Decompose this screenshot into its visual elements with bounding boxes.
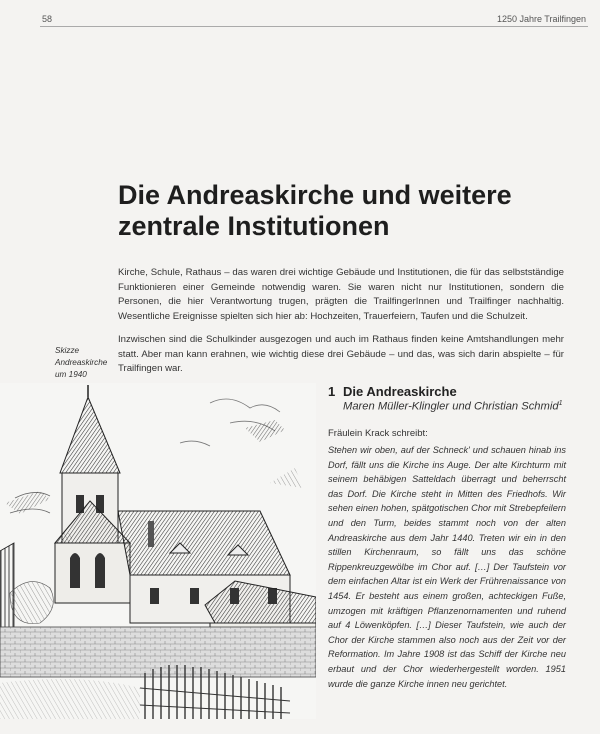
article-title: Die Andreaskirche und weitere zentrale Institutionen (118, 180, 512, 241)
section-authors (343, 400, 562, 413)
quote-intro: Fräulein Krack schreibt: (328, 428, 428, 439)
church-sketch-illustration (0, 383, 316, 719)
running-title: 1250 Jahre Trailfingen (496, 14, 586, 24)
figure-caption: Skizze Andreaskirche um 1940 (55, 346, 108, 379)
authors-text: Maren Müller-Klingler und Christian Schmid (343, 400, 559, 413)
header-rule (40, 26, 588, 27)
intro-paragraph-1: Kirche, Schule, Rathaus – das waren drei wichtige Gebäude und Institutionen, die für das selbstständige Funktionieren einer Gemeinde notwendig waren. Sie waren nicht nur Institutionen, sondern die Personen, die hier Verantwortung trugen, prägten die TrailfingerInnen und Trailfinger nachhaltig. Wesentliche Ereignisse spielten sich hier ab: Hochzeiten, Trauerfeiern, Taufen und die Schulzeit. (118, 267, 564, 322)
quote-text: Stehen wir oben, auf der Schneck' und schauen hinab ins Dorf, fällt uns die Kirche ins Auge. Der alte Kirchturm mit seinem behäbigen Satteldach überragt und beherrscht das Dorf. Die Kirche steht in Mitten des Friedhofs. Wir sehen einen hohen, spätgotischen Chor mit Strebepfeilern und den Turm, beides stammt noch von der alten Andreaskirche aus dem Jahr 1440. Treten wir ein in den stillen Kirchenraum, so fällt uns das schöne Rippenkreuzgewölbe im Chor auf. […] Der Taufstein vor dem einfachen Altar ist ein Werk der Frührenaissance von 1454. Er besteht aus einem großen, achteckigen Fuße, umzogen mit kräftigen Pflanzenornamenten und ruhend auf 4 Löwenköpfen. […] Dieser Taufstein, wie auch der Chor der Kirche stammen also noch aus der Zeit vor der Reformation. Im Jahre 1908 ist das Schiff der Kirche neu erbaut und der Chor wiederhergestellt worden. 1951 wurde die ganze Kirche innen neu gerichtet. (328, 445, 566, 689)
page-number: 58 (42, 14, 53, 24)
section-title: Die Andreaskirche (343, 384, 457, 399)
footnote-mark: 1 (558, 400, 563, 407)
section-number: 1 (328, 384, 336, 399)
intro-paragraph-2: Inzwischen sind die Schulkinder ausgezogen und auch im Rathaus finden keine Amtshandlungen mehr statt. Aber man kann erahnen, wie wichtig diese drei Gebäude – und das, was sich darin abspielte – für Trailfingen war. (118, 334, 564, 374)
